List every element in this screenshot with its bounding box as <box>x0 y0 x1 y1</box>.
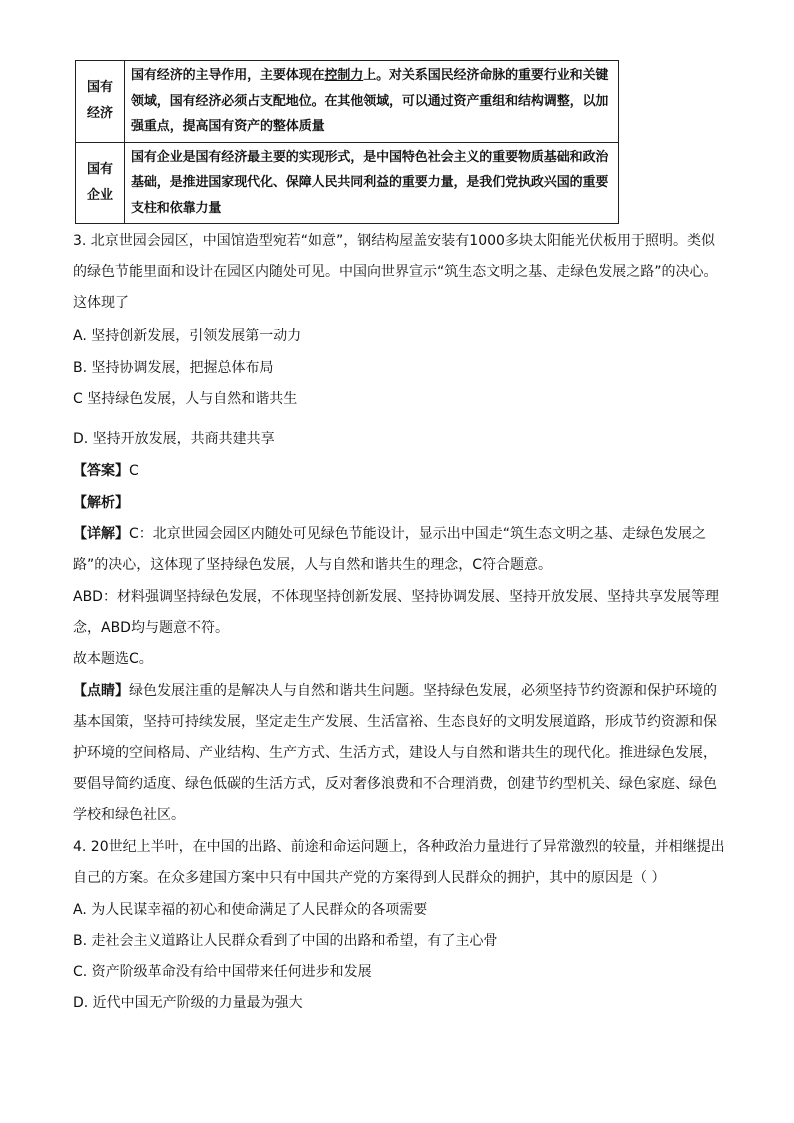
option-b: B. 走社会主义道路让人民群众看到了中国的出路和希望，有了主心骨 <box>73 933 498 949</box>
table-key-line: 国有 <box>86 161 113 177</box>
question-3-stem: 3. 北京世园会园区，中国馆造型宛若“如意”，钢结构屋盖安装有1000多块太阳能光伏板用于照明。类似的绿色节能里面和设计在园区内随处可见。中国向世界宣示“筑生态文明之基、走绿色发展之路”的决心。这体现了 <box>73 233 718 311</box>
abd-paragraph: ABD：材料强调坚持绿色发展，不体现坚持创新发展、坚持协调发展、坚持开放发展、坚持共享发展等理念，ABD均与题意不符。 <box>73 589 719 636</box>
option-c: C 坚持绿色发展，人与自然和谐共生 <box>73 391 298 407</box>
answer-value: C <box>129 463 139 479</box>
option-d: D. 近代中国无产阶级的力量最为强大 <box>73 995 303 1011</box>
tip-text: 绿色发展注重的是解决人与自然和谐共生问题。坚持绿色发展，必须坚持节约资源和保护环境的基本国策，坚持可持续发展，坚定走生产发展、生活富裕、生态良好的文明发展道路，形成节约资源和保护环境的空间格局、产业结构、生产方式、生活方式，建设人与自然和谐共生的现代化。推进绿色发展，要倡导简约适度、绿色低碳的生活方式，反对奢侈浪费和不合理消费，创建节约型机关、绿色家庭、绿色学校和绿色社区。 <box>73 683 717 823</box>
conclusion: 故本题选C。 <box>73 651 153 667</box>
tip-paragraph <box>73 676 725 831</box>
option-b: B. 坚持协调发展，把握总体布局 <box>73 360 274 376</box>
table-key-cell <box>76 61 125 143</box>
table-key-line: 经济 <box>86 106 113 122</box>
question-4-stem: 4. 20世纪上半叶，在中国的出路、前途和命运问题上，各种政治力量进行了异常激烈的较量，并相继提出自己的方案。在众多建国方案中只有中国共产党的方案得到人民群众的拥护，其中的原因是（ ） <box>73 839 725 886</box>
option-d: D. 坚持开放发展，共商共建共享 <box>73 431 275 447</box>
option-a: A. 为人民谋幸福的初心和使命满足了人民群众的各项需要 <box>73 902 428 918</box>
answer-line <box>73 456 725 487</box>
comparison-table <box>75 60 619 224</box>
detail-text: C：北京世园会园区内随处可见绿色节能设计，显示出中国走“筑生态文明之基、走绿色发展之路”的决心，这体现了坚持绿色发展，人与自然和谐共生的理念，C符合题意。 <box>73 526 707 573</box>
option-a: A. 坚持创新发展，引领发展第一动力 <box>73 328 302 344</box>
table-row <box>76 142 619 224</box>
table-value-cell: 国有经济的主导作用，主要体现在控制力上。对关系国民经济命脉的重要行业和关键领域，国有经济必须占支配地位。在其他领域，可以通过资产重组和结构调整，以加强重点，提高国有资产的整体质量 <box>125 61 619 143</box>
table-key-line: 国有 <box>86 80 113 96</box>
detail-paragraph <box>73 519 725 581</box>
tip-label: 【点睛】 <box>73 683 129 699</box>
table-key-line: 企业 <box>86 187 113 203</box>
option-c: C. 资产阶级革命没有给中国带来任何进步和发展 <box>73 964 372 980</box>
answer-label: 【答案】 <box>73 463 129 479</box>
table-row <box>76 61 619 143</box>
detail-label: 【详解】 <box>73 526 129 542</box>
table-key-cell <box>76 142 125 224</box>
analysis-label: 【解析】 <box>73 495 129 511</box>
table-value-cell: 国有企业是国有经济最主要的实现形式，是中国特色社会主义的重要物质基础和政治基础，是推进国家现代化、保障人民共同利益的重要力量，是我们党执政兴国的重要支柱和依靠力量 <box>125 142 619 224</box>
underlined-term: 控制力 <box>324 68 364 83</box>
